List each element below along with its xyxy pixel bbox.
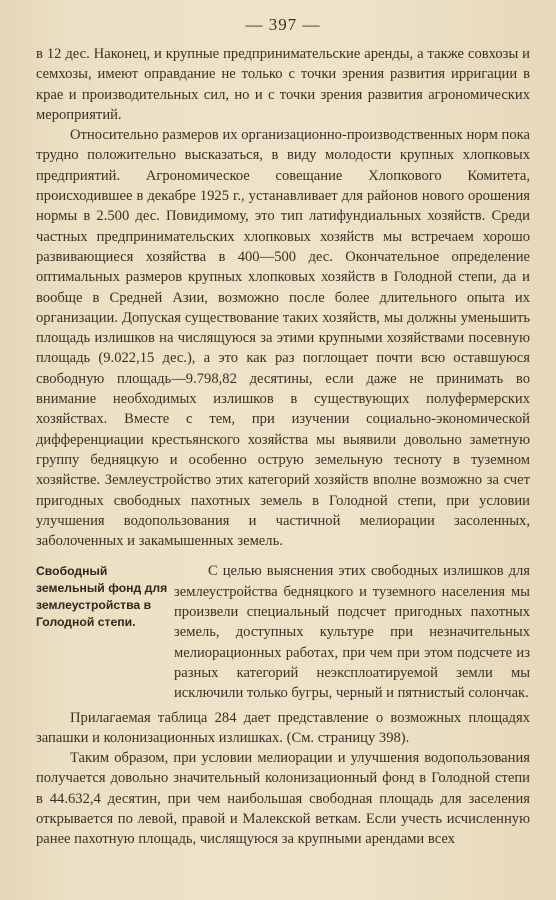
page-number: — 397 —: [245, 15, 321, 34]
side-text-column: [174, 561, 530, 703]
land-fund-section: [36, 561, 530, 703]
side-heading: Свободный земельный фонд для землеустройства в Голодной степи.: [36, 564, 168, 630]
paragraph-land-fund: С целью выяснения этих свободных излишков для землеустройства бедняцкого и туземного населения мы произвели специальный подсчет пригодных пахотных земель, доступных культуре при незначительных мелиорационных работах, при чем при этом подсчете из разных категорий неэксплоатируемой земли мы исключили только бугры, черный и пятнистый солончак.: [174, 563, 530, 702]
paragraph-organizational-norms: Относительно размеров их организационно-производственных норм пока трудно положительно высказаться, в виду молодости крупных хлопковых предприятий. Агрономическое совещание Хлопкового Комитета, происходившее в декабре 1925 г., устанавливает для районов нового орошения нормы в 2.500 дес. Повидимому, это тип латифундиальных хозяйств. Среди частных предпринимательских хлопковых хозяйств мы встречаем хорошо развивающиеся хозяйства в 400—500 дес. Окончательное определение оптимальных размеров крупных хлопковых хозяйств в Голодной степи, да и вообще в Средней Азии, возможно после более длительного опыта их организации. Допуская существование таких хозяйств, мы должны уменьшить площадь излишков на числящуюся за этими крупными хозяйствами посевную площадь (9.022,15 дес.), а это как раз поглощает почти всю оставшуюся свободную площадь—9.798,82 десятины, если даже не принимать во внимание необходимых излишков в существующих полуфермерских хозяйствах. Вместе с тем, при изучении социально-экономической дифференциации крестьянского хозяйства мы выявили довольно заметную группу бедняцкую и особенно острую земельную тесноту в туземном хозяйстве. Землеустройство этих категорий хозяйств вполне возможно за счет пригодных свободных пахотных земель в Голодной степи, при условии улучшения водопользования и частичной мелиорации засоленных, заболоченных и закамышенных земель.: [36, 127, 530, 550]
paragraph-colonization-fund: Таким образом, при условии мелиорации и улучшения водопользования получается довольно значительный колонизационный фонд в Голодной степи в 44.632,4 десятин, при чем наибольшая свободная площадь для заселения открывается по левой, правой и Малекской веткам. Если учесть исчисленную ранее пахотную площадь, числящуюся за крупными арендами всех: [36, 750, 530, 848]
paragraph-table-reference: Прилагаемая таблица 284 дает представление о возможных площадях запашки и колонизационных излишках. (См. страницу 398).: [36, 709, 530, 746]
paragraph-continuation: в 12 дес. Наконец, и крупные предпринимательские аренды, а также совхозы и семхозы, имеют оправдание не только с точки зрения развития ирригации в крае и производительных сил, но и с точки зрения развития агрономических мероприятий.: [36, 46, 530, 123]
